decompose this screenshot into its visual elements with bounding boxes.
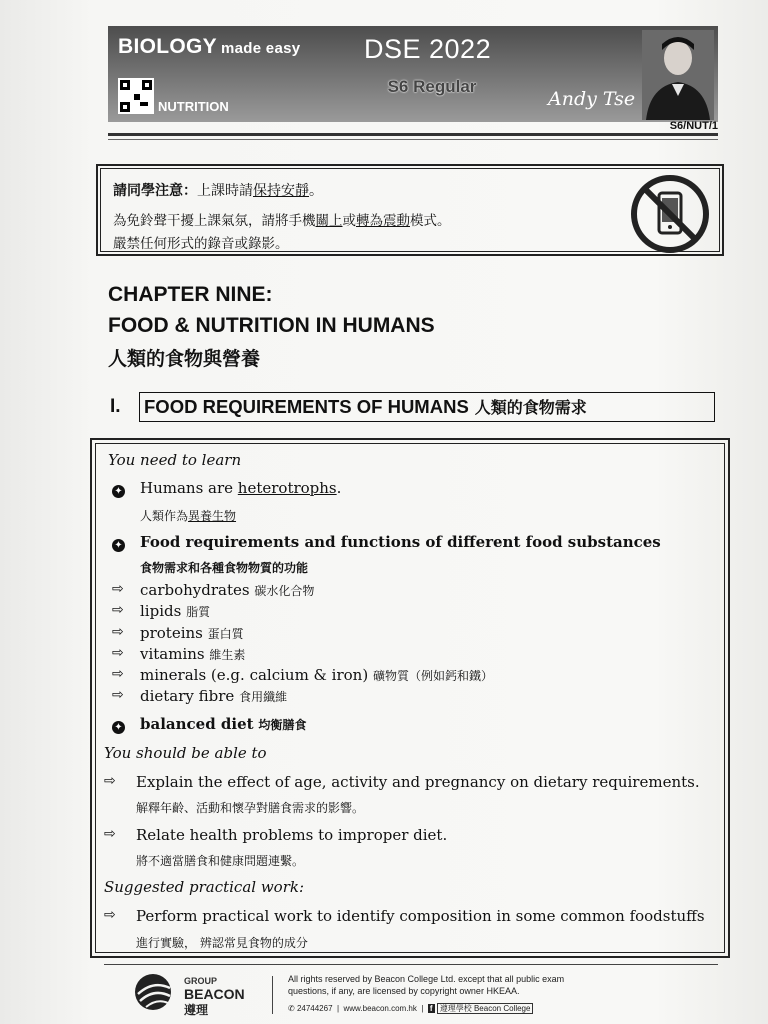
arrow-outline-icon: ⇨ xyxy=(104,773,116,789)
author-signature: Andy Tse xyxy=(548,88,636,110)
header-rule-thin xyxy=(108,139,718,140)
ability-item: Relate health problems to improper diet. xyxy=(136,826,448,844)
objective-heterotrophs-zh: 人類作為異養生物 xyxy=(140,509,237,523)
star-circle-icon: ✦ xyxy=(112,721,125,734)
exam-title: DSE 2022 xyxy=(364,34,492,64)
substance-item: vitamins 維生素 xyxy=(140,645,246,663)
level-label: S6 Regular xyxy=(387,77,477,96)
notice-line-2: 為免鈴聲干擾上課氣氛，請將手機關上或轉為震動模式。 xyxy=(113,213,451,229)
logo-group: GROUP xyxy=(184,976,218,986)
objective-food-requirements: Food requirements and functions of different food substances xyxy=(140,533,661,551)
objective-heterotrophs: Humans are heterotrophs. xyxy=(140,479,342,497)
website-link[interactable]: www.beacon.com.hk xyxy=(343,1004,417,1013)
notice-box xyxy=(96,164,724,256)
heading-need-to-learn: You need to learn xyxy=(108,451,242,469)
objective-food-requirements-zh: 食物需求和各種食物物質的功能 xyxy=(140,561,309,575)
chapter-title: FOOD & NUTRITION IN HUMANS xyxy=(108,314,435,337)
header-banner xyxy=(108,26,718,122)
footer-rule xyxy=(104,964,718,965)
section-number: I. xyxy=(110,396,121,417)
phone-icon: ✆ xyxy=(288,1004,295,1013)
copyright-notice: All rights reserved by Beacon College Ltd. except that all public exam questions, if any, are licensed by copyright owner HKEAA. xyxy=(288,974,565,996)
substance-item: dietary fibre 食用纖維 xyxy=(140,687,288,705)
heading-practical-work: Suggested practical work: xyxy=(104,878,305,896)
phone-number: 24744267 xyxy=(296,1004,333,1013)
substance-item: lipids 脂質 xyxy=(140,602,211,620)
brand-subtitle: made easy xyxy=(220,40,301,57)
logo-name-zh: 遵理 xyxy=(184,1003,209,1017)
no-phone-icon xyxy=(629,173,711,255)
arrow-outline-icon: ⇨ xyxy=(112,645,124,661)
arrow-outline-icon: ⇨ xyxy=(104,907,116,923)
unit-label: NUTRITION xyxy=(158,99,229,114)
author-portrait xyxy=(642,30,714,120)
arrow-outline-icon: ⇨ xyxy=(112,602,124,618)
arrow-outline-icon: ⇨ xyxy=(112,581,124,597)
brand-title xyxy=(118,35,300,59)
beacon-logo xyxy=(130,972,176,1012)
brand-name: BIOLOGY xyxy=(118,35,217,58)
arrow-outline-icon: ⇨ xyxy=(112,624,124,640)
substance-item: proteins 蛋白質 xyxy=(140,624,244,642)
section-heading xyxy=(139,392,715,422)
header-rule xyxy=(108,133,718,136)
chapter-number: CHAPTER NINE: xyxy=(108,283,273,306)
objective-balanced-diet: balanced diet 均衡膳食 xyxy=(140,715,307,733)
ability-item: Explain the effect of age, activity and pregnancy on dietary requirements. xyxy=(136,773,700,791)
page-code: S6/NUT/1 xyxy=(669,120,718,132)
contact-info: ✆ 24744267 | www.beacon.com.hk | f 遵理學校 Beacon College xyxy=(288,1003,533,1014)
star-circle-icon: ✦ xyxy=(112,539,125,552)
arrow-outline-icon: ⇨ xyxy=(112,666,124,682)
section-title: FOOD REQUIREMENTS OF HUMANS xyxy=(144,396,469,417)
star-circle-icon: ✦ xyxy=(112,485,125,498)
footer-divider xyxy=(272,976,273,1014)
notice-line-3: 嚴禁任何形式的錄音或錄影。 xyxy=(113,236,289,252)
facebook-icon: f xyxy=(429,1004,433,1013)
logo-name: BEACON xyxy=(184,986,245,1002)
arrow-outline-icon: ⇨ xyxy=(104,826,116,842)
practical-item: Perform practical work to identify composition in some common foodstuffs xyxy=(136,907,705,925)
ability-item-zh: 解釋年齡、活動和懷孕對膳食需求的影響。 xyxy=(136,801,365,815)
social-page[interactable]: 遵理學校 Beacon College xyxy=(437,1003,534,1014)
notice-line-1: 請同學注意：上課時請保持安靜。 xyxy=(113,183,323,199)
ability-item-zh: 將不適當膳食和健康問題連繫。 xyxy=(136,854,305,868)
heading-should-be-able-to: You should be able to xyxy=(104,744,267,762)
practical-item-zh: 進行實驗， 辨認常見食物的成分 xyxy=(136,936,308,950)
substance-item: minerals (e.g. calcium & iron) 礦物質（例如鈣和鐵） xyxy=(140,666,493,684)
qr-code-icon xyxy=(118,78,154,114)
section-title-zh: 人類的食物需求 xyxy=(474,398,587,417)
chapter-title-zh: 人類的食物與營養 xyxy=(108,348,261,370)
arrow-outline-icon: ⇨ xyxy=(112,687,124,703)
substance-item: carbohydrates 碳水化合物 xyxy=(140,581,315,599)
learning-objectives-box xyxy=(90,438,730,958)
